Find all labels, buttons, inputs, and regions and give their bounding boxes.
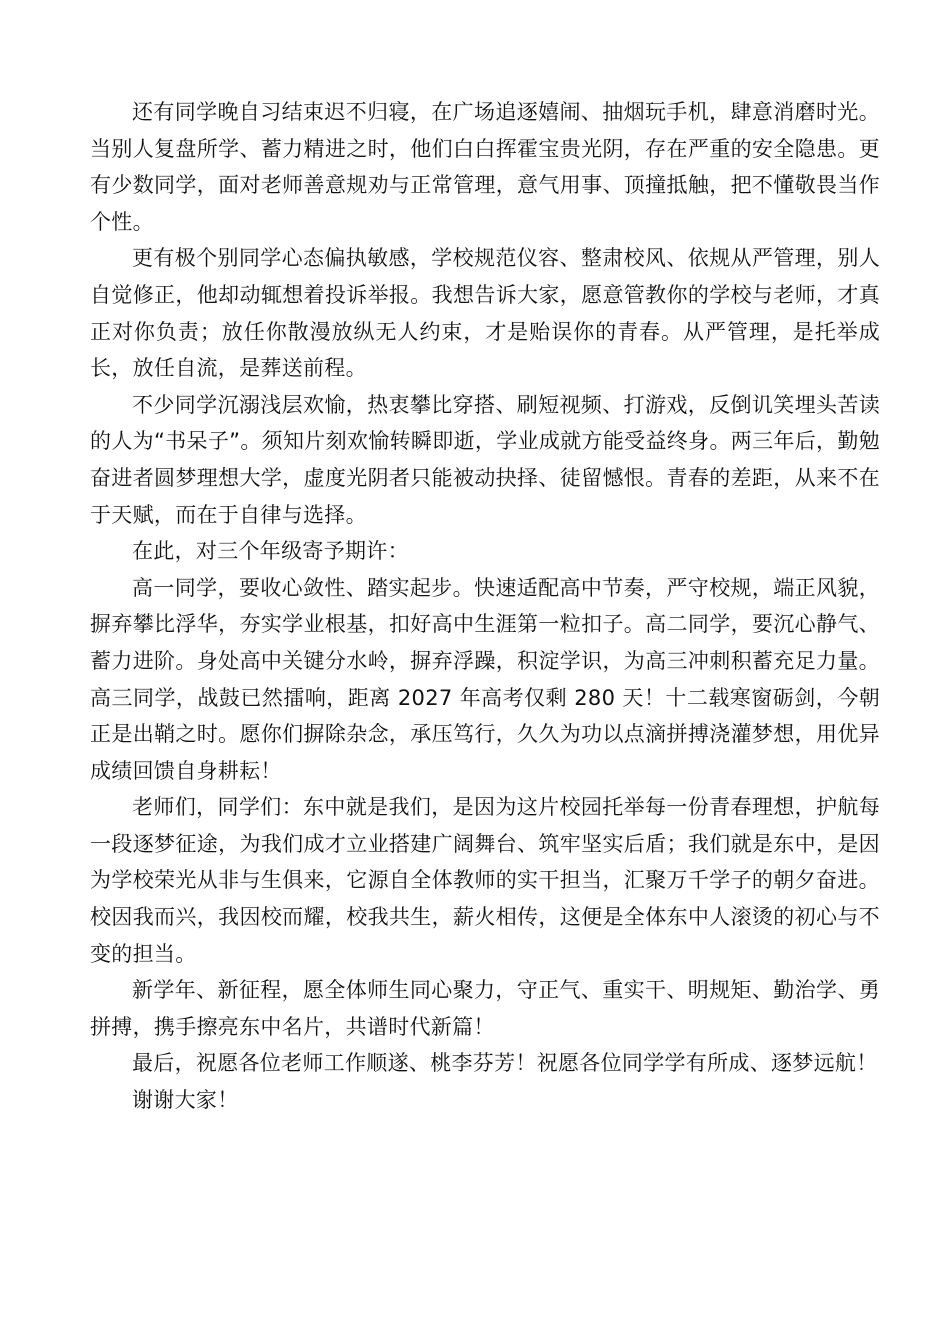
paragraph-new-semester: 新学年、新征程，愿全体师生同心聚力，守正气、重实干、明规矩、勤治学、勇拼搏，携手擦亮东中名片，共谱时代新篇！ [90, 978, 880, 1039]
document-body [90, 94, 880, 1119]
paragraph-final-wishes: 最后，祝愿各位老师工作顺遂、桃李芬芳！祝愿各位同学学有所成、逐梦远航！ [132, 1051, 878, 1076]
paragraph-shallow-pleasure: 不少同学沉溺浅层欢愉，热衷攀比穿搭、刷短视频、打游戏，反倒讥笑埋头苦读的人为“书呆子”。须知片刻欢愉转瞬即逝，学业成就方能受益终身。两三年后，勤勉奋进者圆梦理想大学，虚度光阴者只能被动抉择、徒留憾恨。青春的差距，从来不在于天赋，而在于自律与选择。 [90, 392, 880, 527]
paragraph-expectations-intro: 在此，对三个年级寄予期许： [132, 539, 409, 564]
paragraph-grade-expectations: 高一同学，要收心敛性、踏实起步。快速适配高中节奏，严守校规，端正风貌，摒弃攀比浮华，夯实学业根基，扣好高中生涯第一粒扣子。高二同学，要沉心静气、蓄力进阶。身处高中关键分水岭，摒弃浮躁，积淀学识，为高三冲刺积蓄充足力量。高三同学，战鼓已然擂响，距离 2027 年高考仅剩 280 天！十二载寒窗砺剑，今朝正是出鞘之时。愿你们摒除杂念，承压笃行，久久为功以点滴拼搏浇灌梦想，用优异成绩回馈自身耕耘！ [90, 575, 880, 783]
paragraph-school-and-us: 老师们，同学们：东中就是我们，是因为这片校园托举每一份青春理想，护航每一段逐梦征途，为我们成才立业搭建广阔舞台、筑牢坚实后盾；我们就是东中，是因为学校荣光从非与生俱来，它源自全体教师的实干担当，汇聚万千学子的朝夕奋进。校因我而兴，我因校而耀，校我共生，薪火相传，这便是全体东中人滚烫的初心与不变的担当。 [90, 795, 880, 966]
paragraph-thanks: 谢谢大家！ [132, 1088, 239, 1113]
paragraph-late-return: 还有同学晚自习结束迟不归寝，在广场追逐嬉闹、抽烟玩手机，肆意消磨时光。当别人复盘所学、蓄力精进之时，他们白白挥霍宝贵光阴，存在严重的安全隐患。更有少数同学，面对老师善意规劝与正常管理，意气用事、顶撞抵触，把不懂敬畏当作个性。 [90, 100, 880, 234]
paragraph-strict-management: 更有极个别同学心态偏执敏感，学校规范仪容、整肃校风、依规从严管理，别人自觉修正，他却动辄想着投诉举报。我想告诉大家，愿意管教你的学校与老师，才真正对你负责；放任你散漫放纵无人约束，才是贻误你的青春。从严管理，是托举成长，放任自流，是葬送前程。 [90, 246, 880, 381]
